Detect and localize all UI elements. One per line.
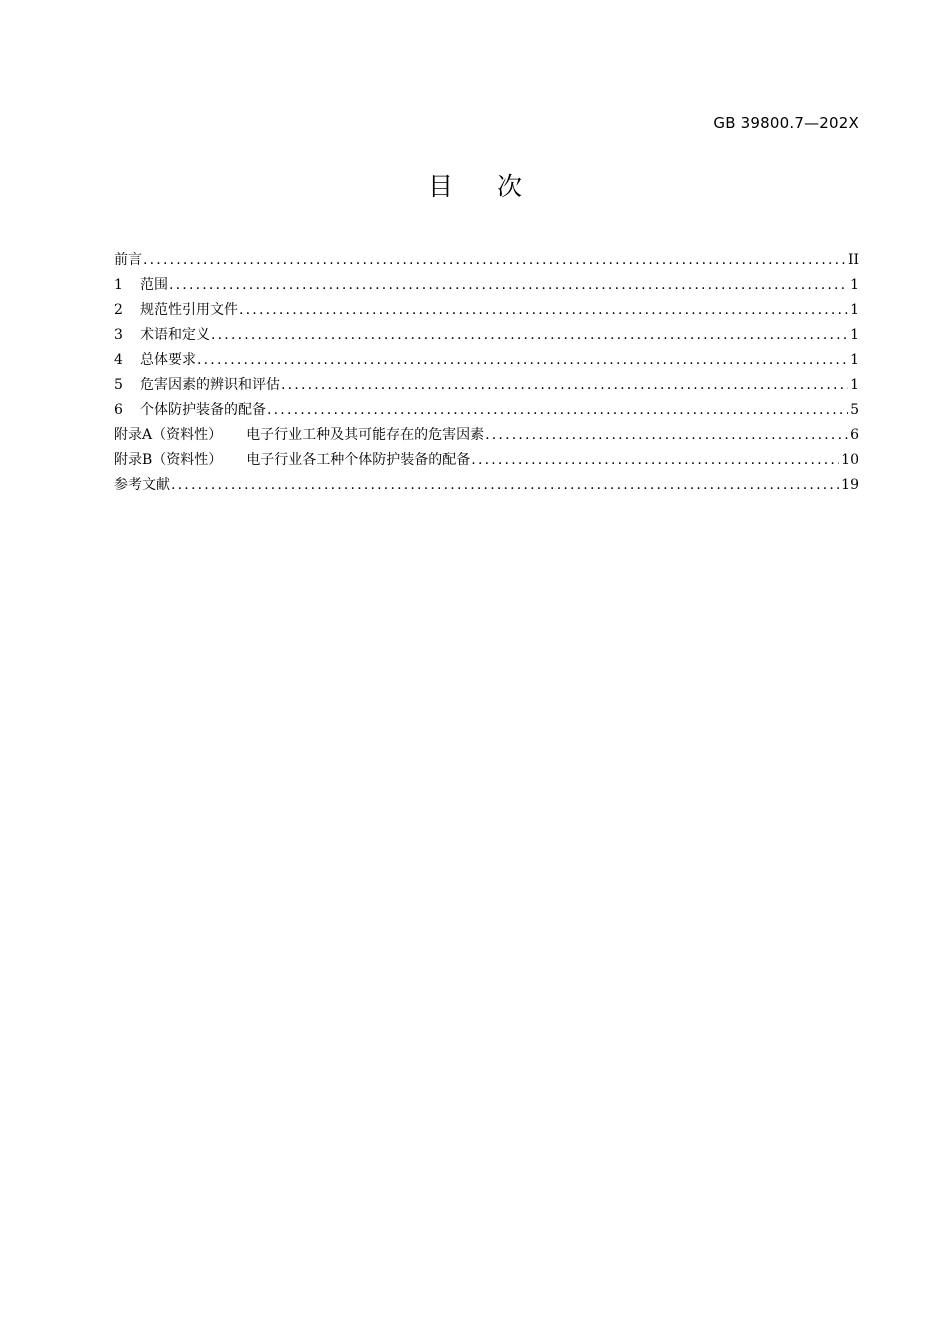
toc-entry-number: 4 bbox=[114, 352, 123, 368]
toc-entry-label-group bbox=[114, 448, 470, 473]
toc-entry-label-group bbox=[114, 348, 196, 373]
toc-entry-label-group bbox=[114, 323, 210, 348]
toc-entry-number: 3 bbox=[114, 327, 123, 343]
toc-entry-subtitle: 电子行业工种及其可能存在的危害因素 bbox=[246, 427, 485, 443]
toc-entry-label: 规范性引用文件 bbox=[140, 302, 238, 318]
toc-entry-label: 参考文献 bbox=[114, 477, 170, 493]
toc-leader-dots bbox=[197, 348, 848, 373]
toc-entry-label-group bbox=[114, 298, 238, 323]
toc-entry-label: 危害因素的辨识和评估 bbox=[140, 377, 280, 393]
toc-entry-page: II bbox=[847, 252, 859, 268]
toc-leader-dots bbox=[211, 323, 848, 348]
toc-leader-dots bbox=[143, 248, 846, 273]
toc-entry-page: 6 bbox=[850, 427, 859, 443]
toc-leader-dots bbox=[239, 298, 848, 323]
toc-entry-page: 19 bbox=[841, 477, 859, 493]
toc-leader-dots bbox=[281, 373, 848, 398]
toc-entry-number: 6 bbox=[114, 402, 123, 418]
toc-entry-number: 5 bbox=[114, 377, 123, 393]
toc-entry-page: 1 bbox=[850, 302, 859, 318]
toc-entry-page: 1 bbox=[850, 277, 859, 293]
toc-leader-dots bbox=[169, 273, 848, 298]
toc-leader-dots bbox=[471, 448, 839, 473]
toc-leader-dots bbox=[171, 473, 839, 498]
toc-entry-label: 个体防护装备的配备 bbox=[140, 402, 266, 418]
table-of-contents bbox=[114, 248, 859, 498]
toc-entry-appendix-b[interactable] bbox=[114, 448, 859, 473]
toc-leader-dots bbox=[485, 423, 848, 448]
toc-entry-terms-definitions[interactable] bbox=[114, 323, 859, 348]
toc-entry-hazard-identification[interactable] bbox=[114, 373, 859, 398]
page-title: 目 次 bbox=[428, 172, 540, 201]
toc-entry-label: 范围 bbox=[140, 277, 168, 293]
toc-entry-page: 10 bbox=[841, 452, 859, 468]
toc-entry-label-group bbox=[114, 398, 266, 423]
toc-entry-label: 附录B（资料性） bbox=[114, 452, 223, 468]
toc-entry-label-group bbox=[114, 423, 484, 448]
toc-entry-page: 1 bbox=[850, 352, 859, 368]
toc-entry-foreword[interactable] bbox=[114, 248, 859, 273]
toc-entry-general-requirements[interactable] bbox=[114, 348, 859, 373]
toc-entry-bibliography[interactable] bbox=[114, 473, 859, 498]
toc-entry-number: 2 bbox=[114, 302, 123, 318]
toc-entry-label: 总体要求 bbox=[140, 352, 196, 368]
toc-leader-dots bbox=[267, 398, 848, 423]
toc-entry-scope[interactable] bbox=[114, 273, 859, 298]
toc-entry-number: 1 bbox=[114, 277, 123, 293]
standard-code: GB 39800.7—202X bbox=[713, 114, 859, 132]
toc-entry-page: 1 bbox=[850, 377, 859, 393]
toc-entry-label: 术语和定义 bbox=[140, 327, 210, 343]
toc-entry-ppe-provision[interactable] bbox=[114, 398, 859, 423]
toc-entry-subtitle: 电子行业各工种个体防护装备的配备 bbox=[246, 452, 471, 468]
toc-entry-page: 5 bbox=[850, 402, 859, 418]
toc-entry-appendix-a[interactable] bbox=[114, 423, 859, 448]
toc-entry-normative-references[interactable] bbox=[114, 298, 859, 323]
toc-entry-page: 1 bbox=[850, 327, 859, 343]
toc-entry-label-group bbox=[114, 373, 280, 398]
toc-entry-label: 附录A（资料性） bbox=[114, 427, 223, 443]
toc-entry-label-group bbox=[114, 273, 168, 298]
toc-entry-label: 前言 bbox=[114, 252, 142, 268]
